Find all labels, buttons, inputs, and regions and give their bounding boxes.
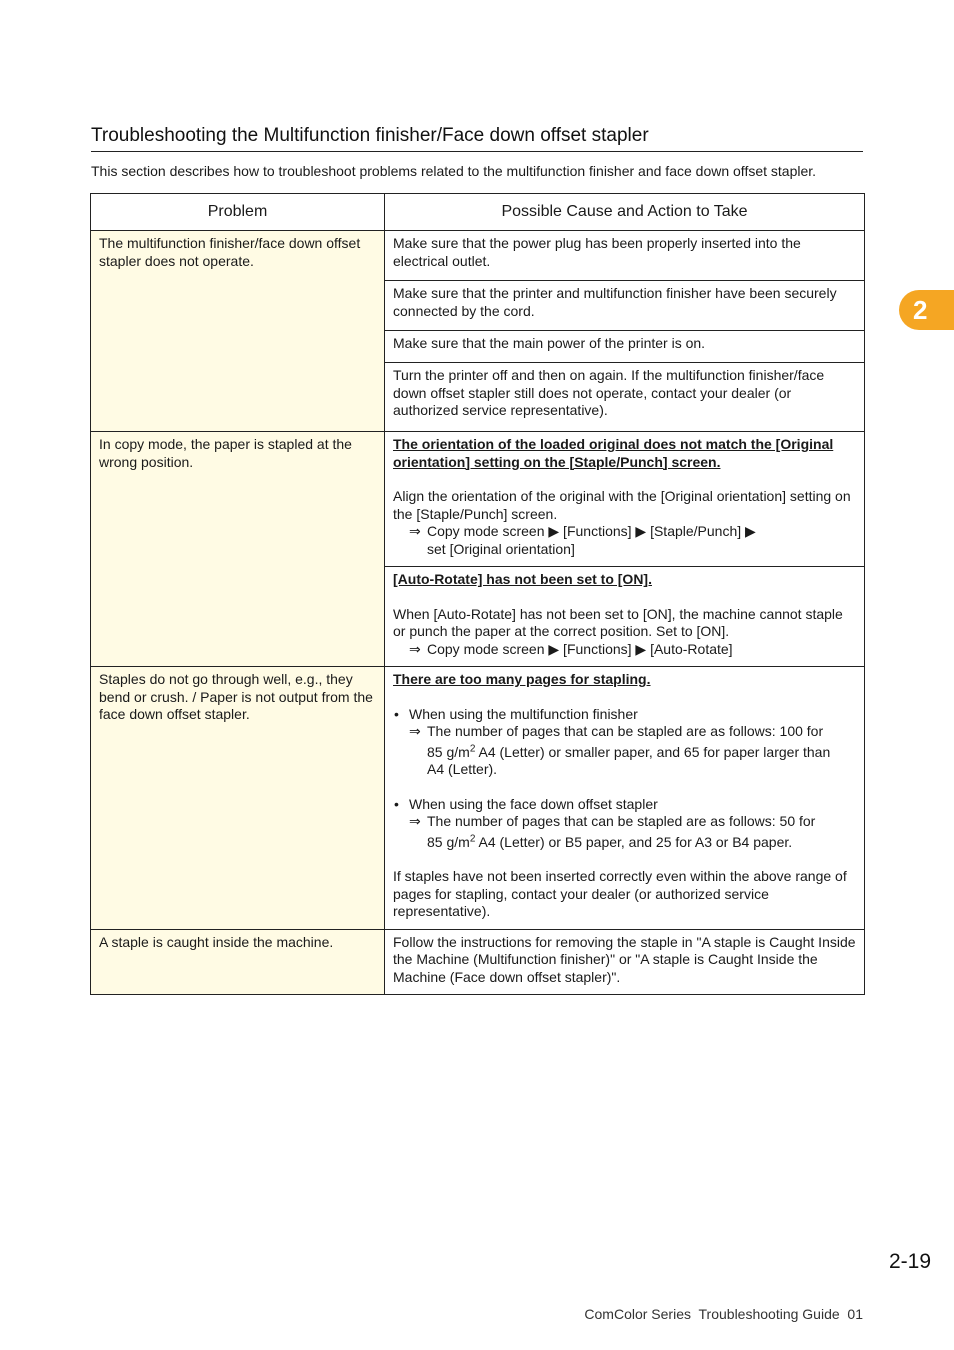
menu-path: ⇒ Copy mode screen ▶ [Functions] ▶ [Staple/Punch] ▶ (409, 523, 756, 539)
table-header-row (91, 194, 865, 231)
detail-line: 85 $g/m^2$ A4 (Letter) or B5 paper, and 25 for A3 or B4 paper. (427, 832, 793, 850)
action-cell: Turn the printer off and then on again. If the multifunction finisher/face down offset stapler still does not operate, contact your dealer (or authorized service representative). (385, 363, 865, 432)
action-text: When [Auto-Rotate] has not been set to [ON], the machine cannot staple or punch the paper at the correct position. Set to [ON]. (393, 605, 843, 639)
table-row (91, 231, 865, 281)
menu-path: ⇒ Copy mode screen ▶ [Functions] ▶ [Auto-Rotate] (409, 640, 733, 657)
troubleshooting-table (90, 193, 865, 995)
bullet-icon: • (394, 795, 399, 812)
section-title: Troubleshooting the Multifunction finisher/Face down offset stapler (91, 124, 863, 152)
cause-heading: There are too many pages for stapling. (393, 671, 651, 687)
detail-line: A4 (Letter). (427, 761, 498, 777)
table-row (91, 432, 865, 567)
action-cell (385, 567, 865, 667)
action-text: Align the orientation of the original with the [Original orientation] setting on the [Staple/Punch] screen. (393, 488, 851, 522)
menu-path-continued: set [Original orientation] (427, 540, 575, 557)
action-cell: Make sure that the main power of the printer is on. (385, 331, 865, 363)
detail-line: ⇒ The number of pages that can be stapled are as follows: 50 for (409, 813, 816, 829)
problem-cell: The multifunction finisher/face down offset stapler does not operate. (91, 231, 385, 432)
chapter-tab: 2 (899, 290, 954, 330)
action-cell: Follow the instructions for removing the staple in "A staple is Caught Inside the Machine (Multifunction finisher)" or "A staple is Caught Inside the Machine (Face down offset stapler)". (385, 929, 865, 995)
problem-cell: A staple is caught inside the machine. (91, 929, 385, 995)
arrow-icon: ⇒ (409, 723, 421, 739)
arrow-icon: ⇒ (409, 640, 421, 657)
cause-heading: [Auto-Rotate] has not been set to [ON]. (393, 571, 652, 587)
cause-heading: The orientation of the loaded original does not match the [Original orientation] setting on the [Staple/Punch] screen. (393, 436, 834, 470)
bullet-item: • When using the face down offset stapler (394, 795, 658, 812)
arrow-icon: ⇒ (409, 813, 421, 829)
footer-text: ComColor Series Troubleshooting Guide 01 (584, 1306, 863, 1322)
action-cell: Make sure that the power plug has been properly inserted into the electrical outlet. (385, 231, 865, 281)
problem-cell: In copy mode, the paper is stapled at the wrong position. (91, 432, 385, 667)
header-action: Possible Cause and Action to Take (385, 194, 865, 231)
page-number: 2-19 (888, 1250, 931, 1273)
detail-line: ⇒ The number of pages that can be stapled are as follows: 100 for (409, 723, 824, 739)
bullet-item: • When using the multifunction finisher (394, 705, 638, 722)
intro-text: This section describes how to troubleshoot problems related to the multifunction finisher and face down offset stapler. (91, 163, 817, 179)
closing-text: If staples have not been inserted correctly even within the above range of pages for stapling, contact your dealer (or authorized service representative). (393, 868, 847, 919)
table-row (91, 929, 865, 995)
bullet-icon: • (394, 705, 399, 722)
action-cell (385, 667, 865, 930)
header-problem: Problem (91, 194, 385, 231)
action-cell: Make sure that the printer and multifunction finisher have been securely connected by the cord. (385, 281, 865, 331)
problem-cell: Staples do not go through well, e.g., they bend or crush. / Paper is not output from the face down offset stapler. (91, 667, 385, 930)
table-row (91, 667, 865, 930)
arrow-icon: ⇒ (409, 523, 421, 539)
detail-line: 85 $g/m^2$ A4 (Letter) or smaller paper, and 65 for paper larger than (427, 742, 831, 760)
action-cell (385, 432, 865, 567)
